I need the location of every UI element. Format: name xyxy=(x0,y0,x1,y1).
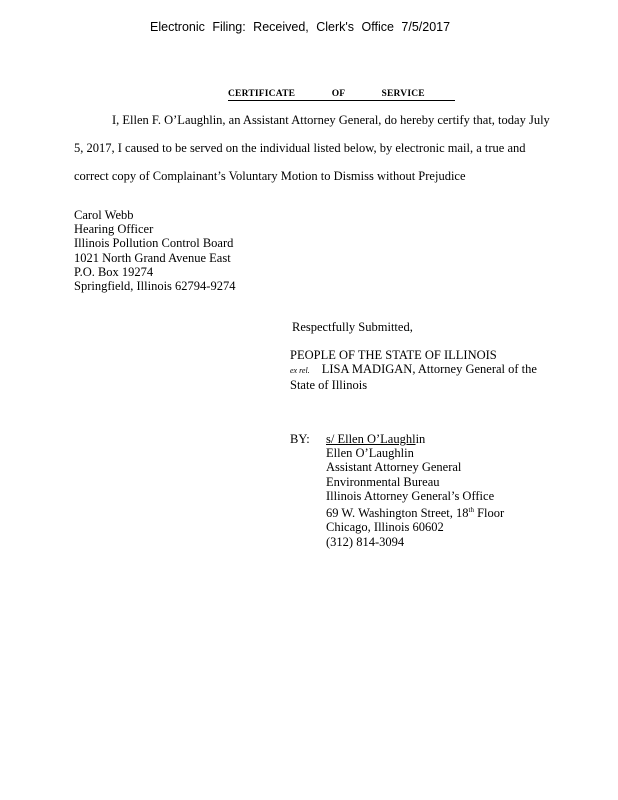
ag-name: LISA MADIGAN, Attorney General of the xyxy=(321,362,537,377)
certificate-title: CERTIFICATE OF SERVICE xyxy=(228,88,455,101)
recipient-name: Carol Webb xyxy=(74,208,134,222)
recipient-city: Springfield, Illinois 62794-9274 xyxy=(74,279,236,294)
people-line: PEOPLE OF THE STATE OF ILLINOIS xyxy=(290,348,497,362)
signer-city: Chicago, Illinois 60602 xyxy=(326,520,444,535)
street-main: 69 W. Washington Street, 18 xyxy=(326,506,469,521)
certificate-line-3: correct copy of Complainant’s Voluntary Motion to Dismiss without Prejudice xyxy=(74,169,466,183)
plaintiff-block xyxy=(290,348,537,393)
signer-title: Assistant Attorney General xyxy=(326,460,462,475)
street-ordinal: th xyxy=(468,506,474,515)
signature-underlined: s/ Ellen O’Laughl xyxy=(326,432,416,446)
recipient-title: Hearing Officer xyxy=(74,222,154,237)
certificate-line-1: I, Ellen F. O’Laughlin, an Assistant Attorney General, do hereby certify that, today July xyxy=(112,113,550,127)
signer-street xyxy=(326,503,504,520)
recipient-pobox: P.O. Box 19274 xyxy=(74,264,154,279)
ag-line xyxy=(290,362,537,378)
signature-suffix: in xyxy=(415,432,426,446)
certificate-line-2: 5, 2017, I caused to be served on the individual listed below, by electronic mail, a true and xyxy=(74,141,526,155)
recipient-org: Illinois Pollution Control Board xyxy=(74,236,234,251)
signer-phone: (312) 814-3094 xyxy=(326,534,405,549)
signature-block xyxy=(326,432,504,549)
signature-line xyxy=(326,432,504,446)
recipient-street: 1021 North Grand Avenue East xyxy=(74,250,231,265)
ex-rel-label: ex rel. xyxy=(290,366,310,376)
respectfully-submitted: Respectfully Submitted, xyxy=(292,320,413,334)
filing-stamp: Electronic Filing: Received, Clerk's Office 7/5/2017 xyxy=(150,20,451,34)
by-label: BY: xyxy=(290,432,310,446)
state-line: State of Illinois xyxy=(290,378,368,393)
signer-office: Illinois Attorney General’s Office xyxy=(326,488,495,503)
signer-bureau: Environmental Bureau xyxy=(326,474,440,489)
recipient-address xyxy=(74,208,235,293)
signer-name: Ellen O’Laughlin xyxy=(326,446,414,461)
street-floor: Floor xyxy=(473,506,505,521)
